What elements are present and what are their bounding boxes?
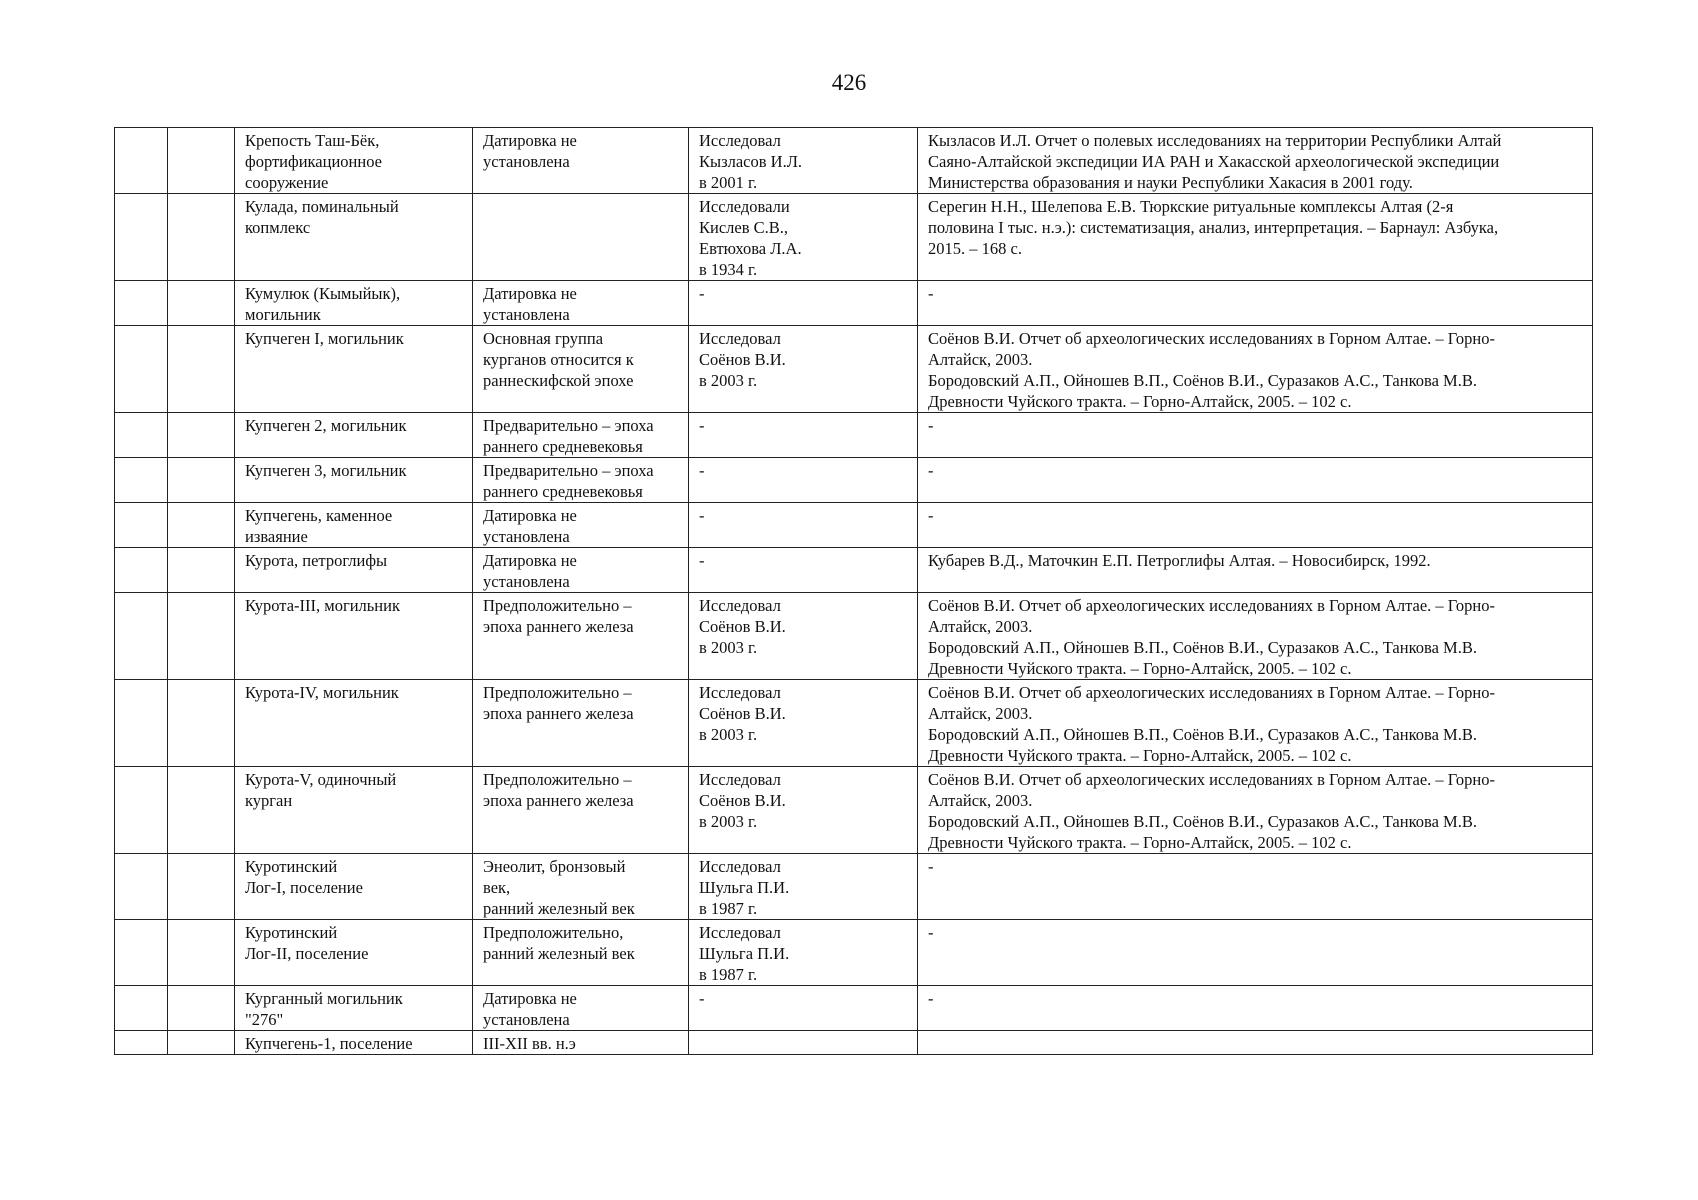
dating-text: Датировка не установлена bbox=[483, 989, 577, 1029]
literature-text: - bbox=[928, 923, 934, 942]
research-text: Исследовали Кислев С.В., Евтюхова Л.А. в 1934 г. bbox=[699, 197, 802, 279]
literature-cell bbox=[918, 458, 1593, 503]
dating-text: Предварительно – эпоха раннего средневековья bbox=[483, 461, 654, 501]
table-row bbox=[115, 767, 1593, 854]
number-cell bbox=[115, 767, 168, 854]
number-cell bbox=[115, 854, 168, 920]
literature-text: Соёнов В.И. Отчет об археологических исследованиях в Горном Алтае. – Горно- Алтайск, 2003. Бородовский А.П., Ойношев В.П., Соёнов В.И., Суразаков А.С., Танкова М.В. Древности Чуйского тракта. – Горно-Алтайск, 2005. – 102 с. bbox=[928, 683, 1495, 765]
dating-text: Датировка не установлена bbox=[483, 131, 577, 171]
name-cell bbox=[235, 194, 473, 281]
research-cell bbox=[689, 326, 918, 413]
literature-cell bbox=[918, 503, 1593, 548]
table-row bbox=[115, 1031, 1593, 1055]
code-cell bbox=[168, 413, 235, 458]
research-text: Исследовал Шульга П.И. в 1987 г. bbox=[699, 923, 790, 984]
code-cell bbox=[168, 548, 235, 593]
code-cell bbox=[168, 503, 235, 548]
name-cell bbox=[235, 1031, 473, 1055]
dating-text: III-XII вв. н.э bbox=[483, 1034, 576, 1053]
dating-cell bbox=[473, 767, 689, 854]
dating-cell bbox=[473, 326, 689, 413]
name-text: Курота-III, могильник bbox=[245, 596, 400, 615]
table-row bbox=[115, 593, 1593, 680]
dating-cell bbox=[473, 1031, 689, 1055]
code-cell bbox=[168, 281, 235, 326]
research-text: - bbox=[699, 416, 705, 435]
name-cell bbox=[235, 458, 473, 503]
research-text: - bbox=[699, 284, 705, 303]
dating-text: Основная группа курганов относится к раннескифской эпохе bbox=[483, 329, 634, 390]
research-cell bbox=[689, 281, 918, 326]
dating-text: Энеолит, бронзовый век, ранний железный век bbox=[483, 857, 635, 918]
literature-text: - bbox=[928, 506, 934, 525]
dating-cell bbox=[473, 281, 689, 326]
number-cell bbox=[115, 548, 168, 593]
name-text: Курота-V, одиночный курган bbox=[245, 770, 397, 810]
code-cell bbox=[168, 920, 235, 986]
name-cell bbox=[235, 920, 473, 986]
literature-text: Кызласов И.Л. Отчет о полевых исследованиях на территории Республики Алтай Саяно-Алтайской экспедиции ИА РАН и Хакасской археологической экспедиции Министерства образования и науки Республики Хакасия в 2001 году. bbox=[928, 131, 1502, 192]
dating-text: Предварительно – эпоха раннего средневековья bbox=[483, 416, 654, 456]
research-cell bbox=[689, 458, 918, 503]
literature-text: - bbox=[928, 461, 934, 480]
table-row bbox=[115, 128, 1593, 194]
dating-cell bbox=[473, 854, 689, 920]
table-row bbox=[115, 413, 1593, 458]
dating-cell bbox=[473, 680, 689, 767]
dating-text: Датировка не установлена bbox=[483, 284, 577, 324]
literature-cell bbox=[918, 920, 1593, 986]
name-cell bbox=[235, 854, 473, 920]
code-cell bbox=[168, 458, 235, 503]
number-cell bbox=[115, 458, 168, 503]
code-cell bbox=[168, 854, 235, 920]
code-cell bbox=[168, 680, 235, 767]
name-text: Курганный могильник "276" bbox=[245, 989, 403, 1029]
name-text: Кумулюк (Кымыйык), могильник bbox=[245, 284, 401, 324]
literature-text: - bbox=[928, 857, 934, 876]
dating-cell bbox=[473, 986, 689, 1031]
dating-cell bbox=[473, 920, 689, 986]
name-text: Крепость Таш-Бёк, фортификационное сооружение bbox=[245, 131, 382, 192]
code-cell bbox=[168, 593, 235, 680]
literature-cell bbox=[918, 854, 1593, 920]
literature-text: - bbox=[928, 416, 934, 435]
table-row bbox=[115, 326, 1593, 413]
literature-text: Соёнов В.И. Отчет об археологических исследованиях в Горном Алтае. – Горно- Алтайск, 2003. Бородовский А.П., Ойношев В.П., Соёнов В.И., Суразаков А.С., Танкова М.В. Древности Чуйского тракта. – Горно-Алтайск, 2005. – 102 с. bbox=[928, 329, 1495, 411]
table-row bbox=[115, 281, 1593, 326]
number-cell bbox=[115, 1031, 168, 1055]
number-cell bbox=[115, 326, 168, 413]
dating-cell bbox=[473, 503, 689, 548]
research-cell bbox=[689, 413, 918, 458]
name-cell bbox=[235, 680, 473, 767]
name-text: Куротинский Лог-II, поселение bbox=[245, 923, 369, 963]
literature-cell bbox=[918, 1031, 1593, 1055]
research-cell bbox=[689, 548, 918, 593]
number-cell bbox=[115, 281, 168, 326]
literature-cell bbox=[918, 326, 1593, 413]
code-cell bbox=[168, 128, 235, 194]
number-cell bbox=[115, 413, 168, 458]
literature-text: - bbox=[928, 284, 934, 303]
code-cell bbox=[168, 326, 235, 413]
literature-cell bbox=[918, 680, 1593, 767]
research-text: Исследовал Соёнов В.И. в 2003 г. bbox=[699, 596, 786, 657]
literature-cell bbox=[918, 128, 1593, 194]
research-text: Исследовал Соёнов В.И. в 2003 г. bbox=[699, 683, 786, 744]
literature-cell bbox=[918, 548, 1593, 593]
number-cell bbox=[115, 680, 168, 767]
research-text: - bbox=[699, 461, 705, 480]
name-text: Курота-IV, могильник bbox=[245, 683, 399, 702]
literature-cell bbox=[918, 194, 1593, 281]
research-text: Исследовал Шульга П.И. в 1987 г. bbox=[699, 857, 790, 918]
monuments-table bbox=[114, 127, 1593, 1055]
table-body bbox=[115, 128, 1593, 1055]
literature-cell bbox=[918, 413, 1593, 458]
name-cell bbox=[235, 767, 473, 854]
literature-cell bbox=[918, 986, 1593, 1031]
dating-text: Предположительно – эпоха раннего железа bbox=[483, 770, 634, 810]
name-text: Купчеген 3, могильник bbox=[245, 461, 407, 480]
research-text: Исследовал Соёнов В.И. в 2003 г. bbox=[699, 770, 786, 831]
number-cell bbox=[115, 128, 168, 194]
table-row bbox=[115, 548, 1593, 593]
name-text: Купчегень-1, поселение bbox=[245, 1034, 413, 1053]
name-text: Купчегень, каменное изваяние bbox=[245, 506, 393, 546]
name-cell bbox=[235, 128, 473, 194]
page-number: 426 bbox=[831, 70, 867, 95]
dating-text: Предположительно – эпоха раннего железа bbox=[483, 683, 634, 723]
table-row bbox=[115, 503, 1593, 548]
name-cell bbox=[235, 503, 473, 548]
dating-text: Датировка не установлена bbox=[483, 551, 577, 591]
table-row bbox=[115, 680, 1593, 767]
dating-cell bbox=[473, 128, 689, 194]
research-text: Исследовал Соёнов В.И. в 2003 г. bbox=[699, 329, 786, 390]
research-cell bbox=[689, 194, 918, 281]
research-cell bbox=[689, 680, 918, 767]
research-text: Исследовал Кызласов И.Л. в 2001 г. bbox=[699, 131, 803, 192]
table-row bbox=[115, 854, 1593, 920]
research-cell bbox=[689, 920, 918, 986]
literature-cell bbox=[918, 281, 1593, 326]
dating-text: Предположительно – эпоха раннего железа bbox=[483, 596, 634, 636]
name-cell bbox=[235, 413, 473, 458]
number-cell bbox=[115, 986, 168, 1031]
research-cell bbox=[689, 986, 918, 1031]
dating-cell bbox=[473, 458, 689, 503]
research-cell bbox=[689, 854, 918, 920]
name-text: Кулада, поминальный копмлекс bbox=[245, 197, 399, 237]
dating-cell bbox=[473, 194, 689, 281]
name-cell bbox=[235, 326, 473, 413]
research-cell bbox=[689, 593, 918, 680]
table-row bbox=[115, 194, 1593, 281]
number-cell bbox=[115, 920, 168, 986]
research-text: - bbox=[699, 551, 705, 570]
literature-text: Соёнов В.И. Отчет об археологических исследованиях в Горном Алтае. – Горно- Алтайск, 2003. Бородовский А.П., Ойношев В.П., Соёнов В.И., Суразаков А.С., Танкова М.В. Древности Чуйского тракта. – Горно-Алтайск, 2005. – 102 с. bbox=[928, 596, 1495, 678]
name-text: Курота, петроглифы bbox=[245, 551, 388, 570]
literature-cell bbox=[918, 767, 1593, 854]
code-cell bbox=[168, 767, 235, 854]
name-text: Купчеген 2, могильник bbox=[245, 416, 407, 435]
research-cell bbox=[689, 503, 918, 548]
name-text: Куротинский Лог-I, поселение bbox=[245, 857, 363, 897]
dating-text: Предположительно, ранний железный век bbox=[483, 923, 635, 963]
table-row bbox=[115, 920, 1593, 986]
number-cell bbox=[115, 503, 168, 548]
code-cell bbox=[168, 1031, 235, 1055]
research-text: - bbox=[699, 506, 705, 525]
table-row bbox=[115, 458, 1593, 503]
literature-text: Серегин Н.Н., Шелепова Е.В. Тюркские ритуальные комплексы Алтая (2-я половина I тыс. н.э.): систематизация, анализ, интерпретация. – Барнаул: Азбука, 2015. – 168 с. bbox=[928, 197, 1499, 258]
name-cell bbox=[235, 986, 473, 1031]
dating-cell bbox=[473, 593, 689, 680]
research-cell bbox=[689, 767, 918, 854]
name-cell bbox=[235, 548, 473, 593]
literature-text: - bbox=[928, 989, 934, 1008]
number-cell bbox=[115, 593, 168, 680]
dating-text: Датировка не установлена bbox=[483, 506, 577, 546]
research-cell bbox=[689, 128, 918, 194]
research-cell bbox=[689, 1031, 918, 1055]
dating-cell bbox=[473, 548, 689, 593]
name-text: Купчеген I, могильник bbox=[245, 329, 404, 348]
research-text: - bbox=[699, 989, 705, 1008]
number-cell bbox=[115, 194, 168, 281]
name-cell bbox=[235, 281, 473, 326]
table-row bbox=[115, 986, 1593, 1031]
literature-cell bbox=[918, 593, 1593, 680]
dating-cell bbox=[473, 413, 689, 458]
code-cell bbox=[168, 194, 235, 281]
code-cell bbox=[168, 986, 235, 1031]
literature-text: Соёнов В.И. Отчет об археологических исследованиях в Горном Алтае. – Горно- Алтайск, 2003. Бородовский А.П., Ойношев В.П., Соёнов В.И., Суразаков А.С., Танкова М.В. Древности Чуйского тракта. – Горно-Алтайск, 2005. – 102 с. bbox=[928, 770, 1495, 852]
name-cell bbox=[235, 593, 473, 680]
literature-text: Кубарев В.Д., Маточкин Е.П. Петроглифы Алтая. – Новосибирск, 1992. bbox=[928, 551, 1431, 570]
